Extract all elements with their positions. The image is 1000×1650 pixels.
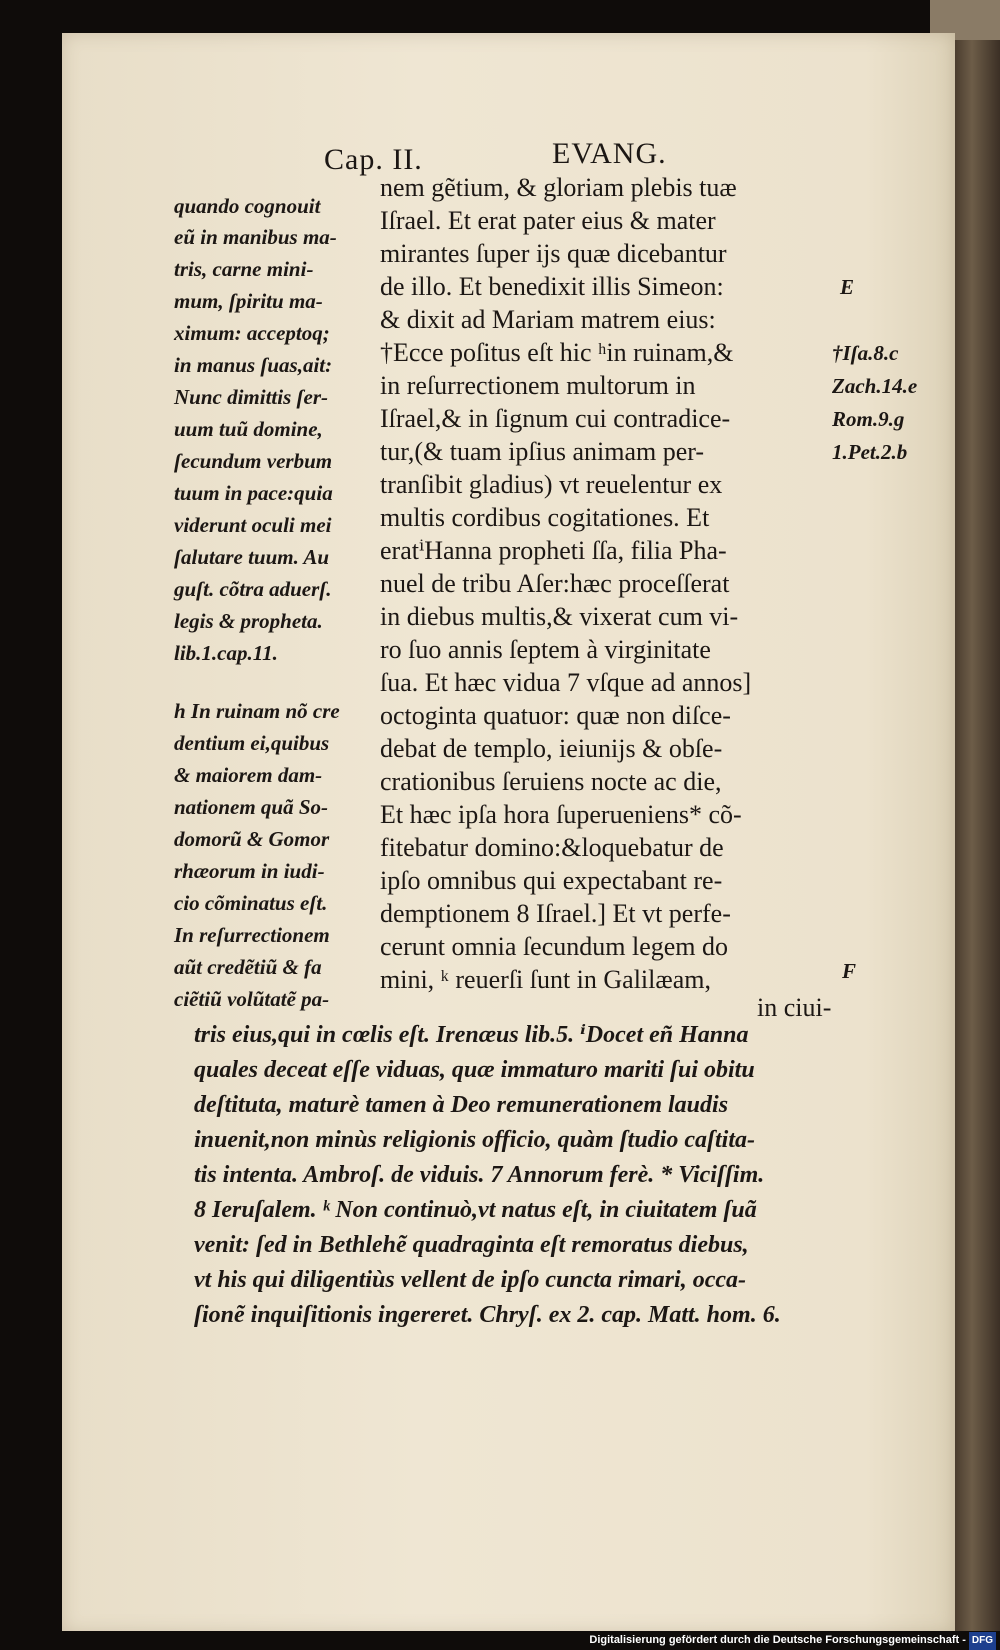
footnote-line: inuenit,non minùs religionis officio, quàm ſtudio caſtita-	[194, 1127, 755, 1153]
main-text-line: nem gẽtium, & gloriam plebis tuæ	[380, 173, 737, 202]
left-margin-line: viderunt oculi mei	[174, 513, 332, 537]
main-text-line: de illo. Et benedixit illis Simeon:	[380, 272, 724, 301]
digitization-footer	[0, 1631, 1000, 1649]
footnote-line: 8 Ieruſalem. ᵏ Non continuò,vt natus eſt, in ciuitatem ſuã	[194, 1197, 757, 1223]
main-text-line: ſua. Et hæc vidua 7 vſque ad annos]	[380, 668, 752, 697]
main-text-line: Iſrael. Et erat pater eius & mater	[380, 206, 716, 235]
left-margin-line: ſalutare tuum. Au	[174, 545, 330, 569]
right-margin-ref: 1.Pet.2.b	[832, 440, 908, 464]
footnote-line: tris eius,qui in cœlis eſt. Irenæus lib.5. ⁱDocet eñ Hanna	[194, 1022, 749, 1048]
left-margin-line: uum tuũ domine,	[174, 417, 323, 441]
left-margin-line: nationem quã So-	[174, 795, 329, 819]
left-margin-line: quando cognouit	[174, 194, 321, 218]
main-text-line: cerunt omnia ſecundum legem do	[380, 932, 729, 961]
footnote-line: vt his qui diligentiùs vellent de ipſo cuncta rimari, occa-	[194, 1267, 746, 1293]
main-text-line: mini, ᵏ reuerſi ſunt in Galilæam,	[380, 965, 711, 994]
footnote-line: ſionẽ inquiſitionis ingereret. Chryſ. ex 2. cap. Matt. hom. 6.	[194, 1302, 781, 1328]
left-margin-line: mum, ſpiritu ma-	[174, 289, 323, 313]
main-text-line: Iſrael,& in ſignum cui contradice-	[380, 404, 731, 433]
main-text-line: demptionem 8 Iſrael.] Et vt perfe-	[380, 899, 731, 928]
dfg-logo: DFG	[969, 1632, 996, 1650]
main-text-line: nuel de tribu Aſer:hæc proceſſerat	[380, 569, 730, 598]
main-text-line: ro ſuo annis ſeptem à virginitate	[380, 635, 711, 664]
running-head-title: EVANG.	[552, 137, 667, 170]
footnote-line: tis intenta. Ambroſ. de viduis. 7 Annorum ferè. * Viciſſim.	[194, 1162, 765, 1188]
left-margin-line: tris, carne mini-	[174, 257, 314, 281]
footnote-line: quales deceat eſſe viduas, quæ immaturo mariti ſui obitu	[194, 1057, 755, 1083]
right-margin-ref: Zach.14.e	[832, 374, 918, 398]
left-margin-line: tuum in pace:quia	[174, 481, 333, 505]
left-margin-line: cio cõminatus eſt.	[174, 891, 328, 915]
main-text-line: Et hæc ipſa hora ſuperueniens* cõ-	[380, 800, 742, 829]
left-margin-line: ximum: acceptoq;	[174, 321, 330, 345]
left-margin-line: Nunc dimittis ſer-	[174, 385, 329, 409]
running-head-chapter: Cap. II.	[324, 143, 423, 176]
main-text-line: octoginta quatuor: quæ non diſce-	[380, 701, 731, 730]
main-text-line: crationibus ſeruiens nocte ac die,	[380, 767, 722, 796]
left-margin-line: In reſurrectionem	[174, 923, 330, 947]
left-margin-line: rhæorum in iudi-	[174, 859, 325, 883]
main-text-line: mirantes ſuper ijs quæ dicebantur	[380, 239, 727, 268]
left-margin-line: domorũ & Gomor	[174, 827, 330, 851]
left-margin-line: ciẽtiũ volũtatẽ pa-	[174, 987, 330, 1011]
left-margin-line: eũ in manibus ma-	[174, 225, 337, 249]
right-margin-ref: F	[842, 959, 857, 983]
left-margin-line: ſecundum verbum	[174, 449, 333, 473]
main-text-line: multis cordibus cogitationes. Et	[380, 503, 710, 532]
right-margin-ref: Rom.9.g	[832, 407, 905, 431]
main-text-line: in diebus multis,& vixerat cum vi-	[380, 602, 739, 631]
main-text-line: eratⁱHanna propheti ſſa, filia Pha-	[380, 536, 727, 565]
footer-credit-text: Digitalisierung gefördert durch die Deutsche Forschungsgemeinschaft -	[589, 1634, 966, 1646]
book-page	[62, 33, 955, 1633]
left-margin-line: legis & propheta.	[174, 609, 323, 633]
left-margin-line: in manus ſuas,ait:	[174, 353, 333, 377]
main-text-line: tur,(& tuam ipſius animam per-	[380, 437, 705, 466]
right-margin-ref: †Iſa.8.c	[832, 341, 899, 365]
left-margin-line: lib.1.cap.11.	[174, 641, 278, 665]
right-margin-ref: E	[840, 275, 855, 299]
footnote-line: venit: ſed in Bethlehẽ quadraginta eſt remoratus diebus,	[194, 1232, 749, 1258]
left-margin-line: h In ruinam nõ cre	[174, 699, 340, 723]
left-margin-line: aũt credẽtiũ & fa	[174, 955, 322, 979]
main-text-line: in ciui-	[757, 993, 832, 1022]
main-text-line: †Ecce poſitus eſt hic ʰin ruinam,&	[380, 338, 734, 367]
main-text-line: tranſibit gladius) vt reuelentur ex	[380, 470, 723, 499]
left-margin-line: & maiorem dam-	[174, 763, 323, 787]
main-text-line: & dixit ad Mariam matrem eius:	[380, 305, 716, 334]
left-margin-line: guſt. cõtra aduerſ.	[174, 577, 332, 601]
left-margin-line: dentium ei,quibus	[174, 731, 330, 755]
main-text-line: in reſurrectionem multorum in	[380, 371, 696, 400]
footnote-line: deſtituta, maturè tamen à Deo remunerationem laudis	[194, 1092, 729, 1118]
main-text-line: fitebatur domino:&loquebatur de	[380, 833, 724, 862]
main-text-line: debat de templo, ieiunijs & obſe-	[380, 734, 723, 763]
main-text-line: ipſo omnibus qui expectabant re-	[380, 866, 723, 895]
